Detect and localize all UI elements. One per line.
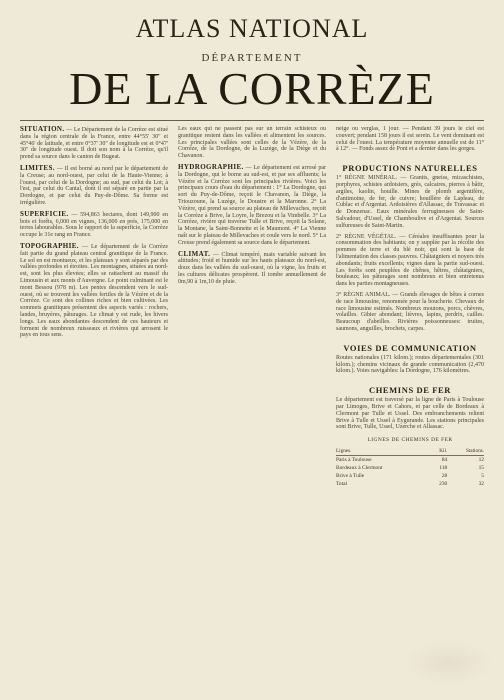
text-topographie: — Le département de la Corrèze fait partie du grand plateau central granitique de la France. Le sol en est montueux, et les plateaux y sont séparés par des vallées profondes et étroites. Les montagnes, situées au nord-est, sont les plus élevées; elles se rattachent au massif du Limousin et aux monts d'Auvergne. Le point culminant est le mont Bessou (978 m). Les pentes descendent vers le sud-ouest, où se trouvent les vallées fertiles de la Vézère et de la Corrèze. Ce sont des collines riches et bien cultivées. Les sommets granitiques présentent des aspects variés : rochers, landes, bruyères, pâturages. Le climat y est rude, les hivers longs. Les eaux abondantes descendent de ces hauteurs et forment de nombreux ruisseaux et rivières qui arrosent le pays en tous sens. xyxy=(20,243,168,339)
header-rule xyxy=(20,120,484,121)
rail-cell-line: Paris à Toulouse xyxy=(336,457,372,464)
column-right xyxy=(336,126,484,686)
rail-cell-stations: 12 xyxy=(478,457,484,464)
column-middle xyxy=(178,126,326,686)
heading-superficie: SUPERFICIE. xyxy=(20,209,69,218)
paragraph-climat xyxy=(178,251,326,286)
table-row xyxy=(336,464,484,472)
text-limites: — Il est borné au nord par le département de la Creuse; au nord-ouest, par celui de la Haute-Vienne; à l'ouest, par celui de la Dordogne; au sud, par celui du Lot; à l'est, par celui du Cantal, dont il est séparé en partie par la Dordogne, et par celui du Puy-de-Dôme. Sa forme est irrégulière. xyxy=(20,165,168,206)
table-row xyxy=(336,480,484,488)
rail-cell-km: 28 xyxy=(441,473,448,480)
rail-header-lines: Lignes. xyxy=(336,447,431,456)
rail-header-km: Kil. xyxy=(431,447,448,456)
paragraph-chemins: Le département est traversé par la ligne de Paris à Toulouse par Limoges, Brive et Cahors, et par celle de Bordeaux à Clermont par Tulle et Ussel. Des embranchements relient Brive à Tulle et Ussel à Eygurande. Les stations principales sont Brive, Tulle, Ussel, Uzerche et Allassac. xyxy=(336,397,484,431)
paragraph-topographie xyxy=(20,243,168,339)
paragraph-intro-middle: Les eaux qui ne passent pas sur un terrain schisteux ou granitique restent dans les vallées et alimentent les sources. Les principales vallées sont celles de la Vézère, de la Corrèze, de la Dordogne, de la Luzège, de la Diège et du Chavanon. xyxy=(178,126,326,160)
heading-hydrographie: HYDROGRAPHIE. xyxy=(178,162,244,171)
heading-productions: PRODUCTIONS NATURELLES xyxy=(342,163,478,174)
paragraph-intro-right: neige ou verglas, 1 jour. — Pendant 39 jours le ciel est couvert; pendant 158 jours il est serein. Le vent dominant est celui de l'ouest. La température moyenne annuelle est de 11° à 12°. — Fonds assez de Pont et a dernier dans les gorges. xyxy=(336,126,484,153)
rail-cell-stations: 5 xyxy=(481,473,484,480)
heading-voies: VOIES DE COMMUNICATION xyxy=(343,342,477,353)
rail-cell-stations: 15 xyxy=(478,465,484,472)
column-left xyxy=(20,126,168,686)
rail-table-header-row xyxy=(336,447,484,456)
atlas-title: ATLAS NATIONAL xyxy=(135,14,369,43)
heading-topographie: TOPOGRAPHIE. xyxy=(20,241,79,250)
text-columns xyxy=(20,126,484,686)
paragraph-superficie xyxy=(20,211,168,239)
paper-stain xyxy=(404,640,494,686)
text-climat: — Climat tempéré, mais variable suivant les altitudes; froid et humide sur les hauts plateaux du nord-est, doux dans les vallées du sud-ouest, où la vigne, les fruits et les cultures délicates prospèrent. Il tombe annuellement de 0m,90 à 1m,10 de pluie. xyxy=(178,251,326,285)
heading-chemins: CHEMINS DE FER xyxy=(368,385,452,396)
rail-cell-line: Total xyxy=(336,481,347,488)
paragraph-regne-animal: 3° RÈGNE ANIMAL. — Grands élevages de bêtes à cornes de race limousine, renommée pour la boucherie. Chevaux de race limousine estimés. Nombreux moutons, porcs, chèvres, volailles. Gibier abondant; lièvres, lapins, perdrix, cailles. Beaucoup d'abeilles. Rivières poissonneuses: truites, saumons, anguilles, brochets, carpes. xyxy=(336,291,484,332)
rail-table-caption: LIGNES DE CHEMINS DE FER xyxy=(367,437,453,444)
heading-climat: CLIMAT. xyxy=(178,249,211,258)
heading-limites: LIMITES. xyxy=(20,163,55,172)
rail-header-stations: Stations. xyxy=(447,447,484,456)
text-situation: — Le Département de la Corrèze est situé dans la région centrale de la France, entre 44°55' 30" et 45°46' de latitude, et entre 0°37' 30" de longitude est et 0°47' 30" de longitude ouest. Il doit son nom à la Corrèze, qu'il prend sa source dans le canton de Bugeat. xyxy=(20,127,168,161)
paragraph-limites xyxy=(20,165,168,207)
heading-situation: SITUATION. xyxy=(20,126,65,133)
paragraph-voies: Routes nationales (171 kilom.); routes départementales (301 kilom.); chemins vicinaux de grande communication (2,470 kilom.). Voies navigables: la Dordogne, 176 kilomètres. xyxy=(336,354,484,375)
table-row xyxy=(336,472,484,480)
rail-cell-km: 118 xyxy=(439,465,448,472)
department-label: DÉPARTEMENT xyxy=(201,52,303,64)
rail-cell-line: Brive à Tulle xyxy=(336,473,365,480)
department-name: DE LA CORRÈZE xyxy=(69,63,435,114)
text-hydrographie: — Le département est arrosé par la Dordogne, qui le borne au sud-est, et par ses affluents; la Vézère et la Corrèze sont les principales rivières. Voici les principaux cours d'eau du département : 1° La Dordogne, qui sort du Puy-de-Dôme, reçoit le Chavanon, la Diège, la Triouzoune, la Luzège, le Doustre et la Maronne. 2° La Vézère, qui prend sa source au plateau de Millevaches, reçoit la Corrèze à Brive, la Loyre, le Brezou et la Vimbelle. 3° La Corrèze, rivière qui traverse Tulle et Brive, reçoit la Solane, la Montane, la Saint-Bonnette et le Maumont. 4° La Vienne naît sur le plateau de Millevaches et coule vers le nord. 5° La Creuse prend également sa source dans le département. xyxy=(178,164,326,246)
table-row xyxy=(336,456,484,465)
rail-cell-line: Bordeaux à Clermont xyxy=(336,465,383,472)
paragraph-regne-vegetal: 2° RÈGNE VÉGÉTAL. — Céréales insuffisantes pour la consommation des habitants; on y supplée par la récolte des pommes de terre et du blé noir, qui sont la base de l'alimentation des classes pauvres. Châtaigniers et noyers très abondants; fruits excellents; vignes dans la partie sud-ouest. Les forêts sont peuplées de chênes, hêtres, châtaigniers, bouleaux; les pâturages sont nombreux et bien entretenus dans les parties montagneuses. xyxy=(336,233,484,288)
rail-table xyxy=(336,447,484,488)
paragraph-regne-mineral: 1° RÈGNE MINÉRAL. — Granits, gneiss, micaschistes, porphyres, schistes ardoisiers, grès, calcaires, pierres à bâtir, argiles, kaolin, houille. Mines de plomb argentifère, d'antimoine, de fer, de cuivre; houillère de Lapleau, de Cublac et d'Argentat. Ardoisières d'Allassac, de Travassac et de Donzenac. Eaux minérales ferrugineuses de Saint-Salvadour, d'Ussel, de Chamboulive et d'Argentat. Sources sulfureuses de Saint-Martin. xyxy=(336,175,484,229)
rail-cell-stations: 32 xyxy=(478,481,484,488)
rail-cell-km: 230 xyxy=(439,481,448,488)
rail-cell-km: 84 xyxy=(441,457,448,464)
text-superficie: — 594,863 hectares, dont 149,900 en bois et forêts, 6,000 en vignes, 136,000 en prés, 175,000 en terres labourables. Sous le rapport de la superficie, la Corrèze occupe le 31e rang en France. xyxy=(20,211,168,239)
paragraph-situation xyxy=(20,126,168,161)
paragraph-hydrographie xyxy=(178,164,326,247)
